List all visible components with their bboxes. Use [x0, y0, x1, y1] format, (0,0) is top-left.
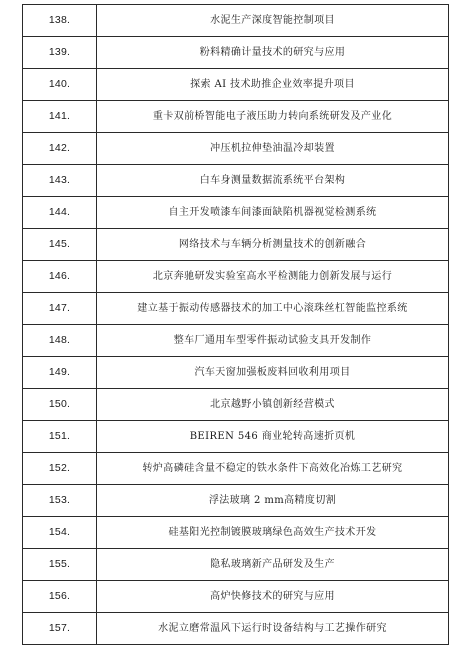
table-row: [23, 421, 449, 453]
project-name: 浮法玻璃 2 mm高精度切割: [97, 485, 449, 517]
table-row: [23, 197, 449, 229]
table-row: [23, 293, 449, 325]
document-page: [22, 4, 448, 645]
table-row: [23, 517, 449, 549]
project-name: 高炉快修技术的研究与应用: [97, 581, 449, 613]
row-number: 153.: [23, 485, 97, 517]
row-number: 157.: [23, 613, 97, 645]
project-name: 硅基阳光控制镀膜玻璃绿色高效生产技术开发: [97, 517, 449, 549]
row-number: 142.: [23, 133, 97, 165]
row-number: 149.: [23, 357, 97, 389]
project-table: [22, 4, 449, 645]
row-number: 145.: [23, 229, 97, 261]
table-row: [23, 613, 449, 645]
row-number: 147.: [23, 293, 97, 325]
project-name: 水泥立磨常温风下运行时设备结构与工艺操作研究: [97, 613, 449, 645]
row-number: 156.: [23, 581, 97, 613]
project-name: 重卡双前桥智能电子液压助力转向系统研发及产业化: [97, 101, 449, 133]
row-number: 140.: [23, 69, 97, 101]
project-name: 隐私玻璃新产品研发及生产: [97, 549, 449, 581]
table-row: [23, 165, 449, 197]
row-number: 152.: [23, 453, 97, 485]
table-row: [23, 581, 449, 613]
project-name: 北京越野小镇创新经营模式: [97, 389, 449, 421]
project-name: 转炉高磷硅含量不稳定的铁水条件下高效化冶炼工艺研究: [97, 453, 449, 485]
row-number: 139.: [23, 37, 97, 69]
project-name: 建立基于振动传感器技术的加工中心滚珠丝杠智能监控系统: [97, 293, 449, 325]
project-table-body: [23, 5, 449, 645]
table-row: [23, 389, 449, 421]
project-name: 粉料精确计量技术的研究与应用: [97, 37, 449, 69]
project-name: 冲压机拉伸垫油温冷却装置: [97, 133, 449, 165]
row-number: 143.: [23, 165, 97, 197]
table-row: [23, 37, 449, 69]
table-row: [23, 325, 449, 357]
table-row: [23, 549, 449, 581]
table-row: [23, 133, 449, 165]
table-row: [23, 229, 449, 261]
project-name: 整车厂通用车型零件振动试验支具开发制作: [97, 325, 449, 357]
project-name: BEIREN 546 商业轮转高速折页机: [97, 421, 449, 453]
row-number: 148.: [23, 325, 97, 357]
project-name: 网络技术与车辆分析测量技术的创新融合: [97, 229, 449, 261]
row-number: 155.: [23, 549, 97, 581]
project-name: 北京奔驰研发实验室高水平检测能力创新发展与运行: [97, 261, 449, 293]
table-row: [23, 453, 449, 485]
row-number: 150.: [23, 389, 97, 421]
project-name: 水泥生产深度智能控制项目: [97, 5, 449, 37]
table-row: [23, 101, 449, 133]
project-name: 自主开发喷漆车间漆面缺陷机器视觉检测系统: [97, 197, 449, 229]
table-row: [23, 357, 449, 389]
row-number: 154.: [23, 517, 97, 549]
row-number: 141.: [23, 101, 97, 133]
project-name: 探索 AI 技术助推企业效率提升项目: [97, 69, 449, 101]
table-row: [23, 69, 449, 101]
table-row: [23, 5, 449, 37]
table-row: [23, 485, 449, 517]
row-number: 151.: [23, 421, 97, 453]
row-number: 144.: [23, 197, 97, 229]
table-row: [23, 261, 449, 293]
project-name: 白车身测量数据流系统平台架构: [97, 165, 449, 197]
project-name: 汽车天窗加强板废料回收利用项目: [97, 357, 449, 389]
row-number: 146.: [23, 261, 97, 293]
row-number: 138.: [23, 5, 97, 37]
